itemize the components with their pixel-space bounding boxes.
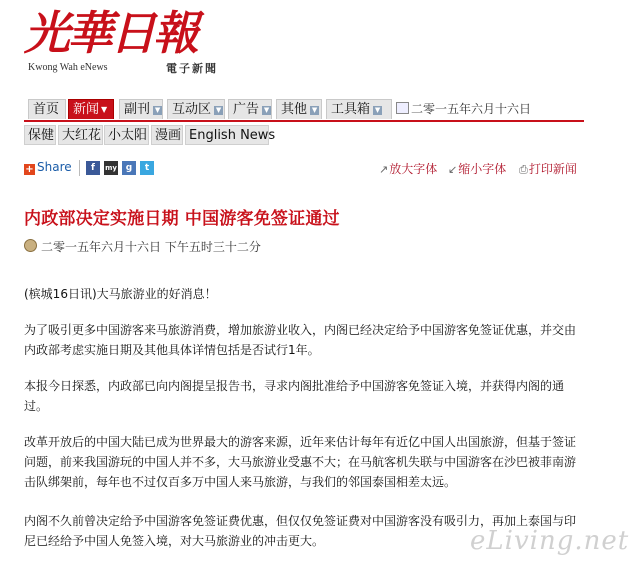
article-paragraph: 改革开放后的中国大陆已成为世界最大的游客来源，近年来估计每年有近亿中国人出国旅游，但基于签证问题，前来我国游玩的中国人并不多，大马旅游业受惠不大；在马航客机失联与中国游客在沙巴被菲南游击队绑架前，每年也不过仅百多万中国人来马旅游，与我们的邻国泰国相差太远。 [24,435,577,489]
print-icon: ⎙ [519,163,528,176]
logo-title: 光華日報 [24,6,196,60]
chevron-down-icon: ▼ [101,105,108,114]
nav-date: 二零一五年六月十六日 [396,100,531,117]
subnav-item-health[interactable]: 保健 [24,125,56,145]
chevron-down-icon: ▼ [154,106,161,114]
zoom-in-icon: ↗ [379,163,389,176]
chevron-down-icon: ▼ [263,106,270,114]
nav-item-ads[interactable]: 广告 ▼ [228,99,272,119]
plus-icon: + [25,164,34,175]
logo-english-name: Kwong Wah eNews [28,62,108,73]
subnav-item-comics[interactable]: 漫画 [151,125,183,145]
calendar-icon [396,102,409,114]
facebook-icon[interactable]: f [86,161,100,175]
print-news-button[interactable]: ⎙打印新闻 [519,162,577,176]
google-icon[interactable]: g [122,161,136,175]
chevron-down-icon: ▼ [311,106,318,114]
chevron-down-icon: ▼ [374,106,381,114]
nav-item-others[interactable]: 其他 ▼ [276,99,322,119]
share-button[interactable]: + Share [25,160,72,175]
nav-item-interactive[interactable]: 互动区 ▼ [167,99,225,119]
nav-item-supplement[interactable]: 副刊 ▼ [119,99,163,119]
subnav-item-english-news[interactable]: English News [185,125,269,145]
shrink-font-button[interactable]: ↙缩小字体 [448,162,507,176]
article-dateline: 二零一五年六月十六日 下午五时三十二分 [24,238,261,255]
article-headline: 内政部决定实施日期 中国游客免签证通过 [24,209,340,229]
main-nav [24,98,584,122]
divider [79,160,80,176]
nav-item-home[interactable]: 首页 [28,99,66,119]
article-paragraph: 内阁不久前曾决定给予中国游客免签证费优惠，但仅仅免签证费对中国游客没有吸引力，再加上泰国与印尼已经给予中国人免签入境，对大马旅游业的冲击更大。 [24,514,577,548]
nav-item-toolbox[interactable]: 工具箱 ▼ [326,99,392,119]
enlarge-font-button[interactable]: ↗放大字体 [379,162,438,176]
article-paragraph: (槟城16日讯)大马旅游业的好消息！ [24,287,217,301]
clock-icon [24,239,37,252]
kwong-wah-logo[interactable] [24,8,234,78]
myspace-icon[interactable]: my [104,161,118,175]
article-paragraph: 本报今日探悉，内政部已向内阁提呈报告书，寻求内阁批准给予中国游客免签证入境，并获得内阁的通过。 [24,379,565,413]
zoom-out-icon: ↙ [448,163,458,176]
logo-subtitle: 電子新聞 [166,62,218,75]
subnav-item-little-sun[interactable]: 小太阳 [104,125,149,145]
subnav-item-hibiscus[interactable]: 大红花 [58,125,103,145]
chevron-down-icon: ▼ [215,106,222,114]
twitter-icon[interactable]: t [140,161,154,175]
nav-item-news[interactable]: 新闻 ▼ [68,99,114,119]
watermark: eLiving.net [470,526,629,556]
article-paragraph: 为了吸引更多中国游客来马旅游消费，增加旅游业收入，内阁已经决定给予中国游客免签证优惠，并交由内政部考虑实施日期及其他具体详情包括是否试行1年。 [24,323,577,357]
